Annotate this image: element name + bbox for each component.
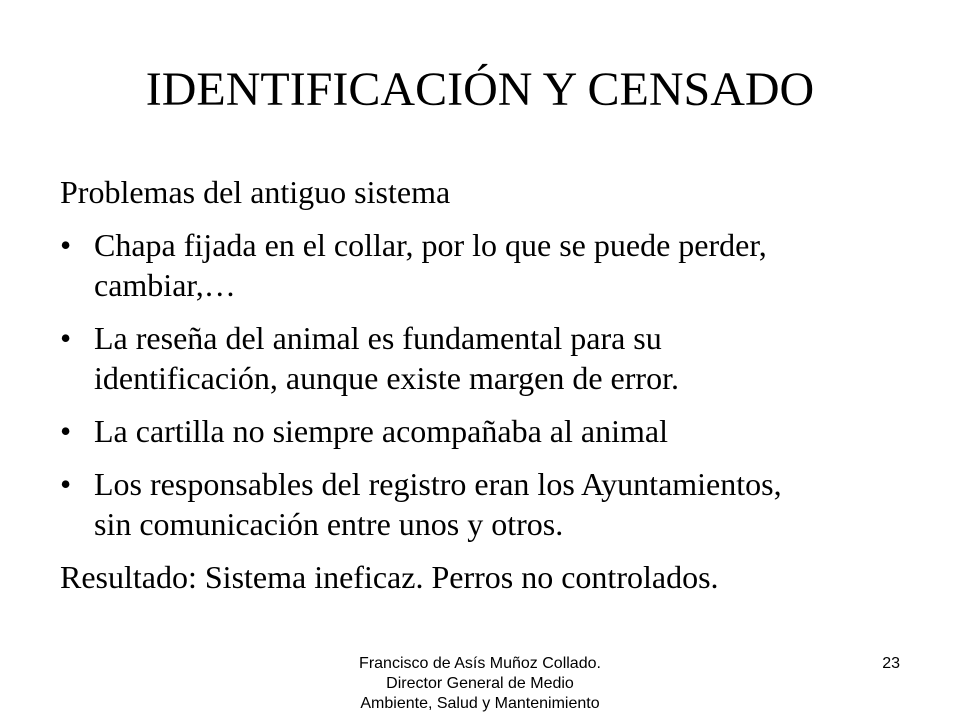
conclusion-text: Resultado: Sistema ineficaz. Perros no controlados.: [60, 559, 719, 595]
intro-text: Problemas del antiguo sistema: [60, 174, 451, 210]
footer-author-line: Director General de Medio: [386, 675, 574, 692]
bullet-dot: •: [60, 227, 72, 263]
bullet-item: [60, 464, 920, 544]
footer-author-line: Ambiente, Salud y Mantenimiento: [360, 695, 600, 712]
bullet-item: [60, 225, 920, 305]
bullet-line: La cartilla no siempre acompañaba al animal: [94, 413, 668, 449]
bullet-dot: •: [60, 466, 72, 502]
bullet-line: Chapa fijada en el collar, por lo que se puede perder,: [94, 227, 767, 263]
footer-author-line: Francisco de Asís Muñoz Collado.: [359, 655, 601, 672]
bullet-dot: •: [60, 320, 72, 356]
bullet-item: [60, 411, 920, 451]
bullet-line: cambiar,…: [94, 267, 236, 303]
bullet-line: La reseña del animal es fundamental para su: [94, 320, 662, 356]
bullet-line: identificación, aunque existe margen de error.: [94, 360, 679, 396]
bullet-item: [60, 318, 920, 398]
slide-body: [60, 172, 920, 610]
bullet-dot: •: [60, 413, 72, 449]
bullet-line: sin comunicación entre unos y otros.: [94, 506, 564, 542]
bullet-line: Los responsables del registro eran los Ayuntamientos,: [94, 466, 782, 502]
slide-title: IDENTIFICACIÓN Y CENSADO: [145, 63, 815, 116]
footer-author: [310, 654, 650, 714]
page-number: 23: [882, 655, 900, 672]
